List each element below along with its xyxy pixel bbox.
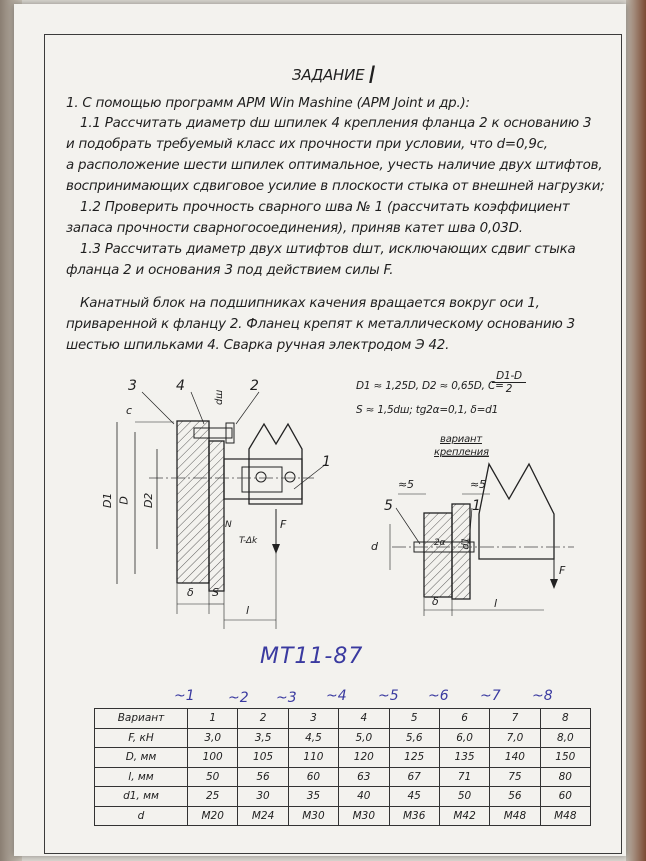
table-cell: M30 bbox=[339, 806, 389, 826]
table-cell: 80 bbox=[540, 767, 590, 787]
table-cell: 75 bbox=[490, 767, 540, 787]
label-D2: D2 bbox=[142, 492, 156, 509]
fraction-numerator: D1-D bbox=[492, 370, 526, 383]
label-N: N bbox=[225, 520, 232, 530]
table-cell: 63 bbox=[339, 767, 389, 787]
label-part-1: 1 bbox=[322, 454, 331, 470]
formula-text-1: D1 ≈ 1,25D, D2 ≈ 0,65D, C= bbox=[356, 380, 504, 392]
description-line-1: Канатный блок на подшипниках качения вращается вокруг оси 1, bbox=[80, 296, 540, 311]
table-cell: 50 bbox=[188, 767, 238, 787]
task-line-2: 1.1 Рассчитать диаметр dш шпилек 4 крепления фланца 2 к основанию 3 bbox=[80, 116, 592, 131]
table-cell: 4 bbox=[339, 709, 389, 729]
table-cell: 6 bbox=[439, 709, 489, 729]
label-part-5: 5 bbox=[384, 498, 393, 514]
table-cell: 1 bbox=[188, 709, 238, 729]
table-cell: 3 bbox=[288, 709, 338, 729]
table-row bbox=[95, 787, 591, 807]
task-line-7: запаса прочности сварногосоединения), приняв катет шва 0,03D. bbox=[66, 221, 523, 236]
axle-part-1 bbox=[224, 459, 302, 499]
label-c: c bbox=[126, 404, 132, 417]
right-background bbox=[626, 0, 646, 861]
table-cell: 7,0 bbox=[490, 728, 540, 748]
table-cell: 8,0 bbox=[540, 728, 590, 748]
task-line-6: 1.2 Проверить прочность сварного шва № 1 (рассчитать коэффициент bbox=[80, 200, 570, 215]
table-cell: 56 bbox=[238, 767, 288, 787]
table-cell: M42 bbox=[439, 806, 489, 826]
label-part-2: 2 bbox=[250, 378, 259, 394]
table-cell: 135 bbox=[439, 748, 489, 768]
label-force-F: F bbox=[280, 518, 287, 531]
table-cell: 30 bbox=[238, 787, 288, 807]
table-cell: 3,0 bbox=[188, 728, 238, 748]
table-cell: M48 bbox=[540, 806, 590, 826]
variant-base bbox=[424, 513, 452, 597]
base-part-3 bbox=[177, 421, 209, 583]
table-cell: 60 bbox=[540, 787, 590, 807]
handwritten-mark-5: ~5 bbox=[378, 688, 399, 704]
table-cell: 56 bbox=[490, 787, 540, 807]
table-cell: l, мм bbox=[95, 767, 188, 787]
table-cell: 5 bbox=[389, 709, 439, 729]
table-cell: 67 bbox=[389, 767, 439, 787]
table-cell: 125 bbox=[389, 748, 439, 768]
table-row bbox=[95, 767, 591, 787]
label-part-4: 4 bbox=[176, 378, 185, 394]
label-l: l bbox=[246, 604, 249, 617]
table-cell: 7 bbox=[490, 709, 540, 729]
task-line-1: 1. С помощью программ APM Win Mashine (APM Joint и др.): bbox=[66, 96, 470, 111]
table-cell: M24 bbox=[238, 806, 288, 826]
handwritten-mark-4: ~4 bbox=[326, 688, 347, 704]
table-cell: 40 bbox=[339, 787, 389, 807]
table-cell: 60 bbox=[288, 767, 338, 787]
table-cell: 4,5 bbox=[288, 728, 338, 748]
table-cell: 2 bbox=[238, 709, 288, 729]
label-variant-part-1: 1 bbox=[472, 498, 481, 514]
table-row bbox=[95, 806, 591, 826]
table-cell: 150 bbox=[540, 748, 590, 768]
label-S: S bbox=[212, 586, 219, 599]
label-d: d bbox=[371, 540, 378, 553]
label-2alpha: 2α bbox=[434, 538, 446, 548]
label-approx5-left: ≈5 bbox=[398, 478, 414, 491]
table-cell: 50 bbox=[439, 787, 489, 807]
table-row bbox=[95, 748, 591, 768]
variants-table bbox=[94, 708, 591, 826]
table-cell: M48 bbox=[490, 806, 540, 826]
table-cell: 71 bbox=[439, 767, 489, 787]
label-variant-force-F: F bbox=[559, 564, 566, 577]
table-cell: 6,0 bbox=[439, 728, 489, 748]
task-line-5: воспринимающих сдвиговое усилие в плоскости стыка от внешней нагрузки; bbox=[66, 179, 605, 194]
table-cell: 8 bbox=[540, 709, 590, 729]
handwritten-mark-6: ~6 bbox=[428, 688, 449, 704]
table-cell: 110 bbox=[288, 748, 338, 768]
title-text: ЗАДАНИЕ bbox=[292, 66, 365, 84]
title-roman-numeral: I bbox=[368, 61, 376, 89]
label-part-3: 3 bbox=[128, 378, 137, 394]
description-line-3: шестью шпильками 4. Сварка ручная электродом Э 42. bbox=[66, 338, 450, 353]
task-line-3: и подобрать требуемый класс их прочности при условии, что d=0,9c, bbox=[66, 137, 548, 152]
formula-line-2: S ≈ 1,5dш; tg2α=0,1, δ=d1 bbox=[356, 404, 499, 416]
table-cell: F, кН bbox=[95, 728, 188, 748]
handwritten-code: МТ11-87 bbox=[260, 644, 364, 669]
table-cell: M20 bbox=[188, 806, 238, 826]
label-d1: d1 bbox=[460, 537, 472, 550]
handwritten-mark-3: ~3 bbox=[276, 690, 297, 706]
handwritten-mark-1: ~1 bbox=[174, 688, 195, 704]
table-cell: 5,6 bbox=[389, 728, 439, 748]
table-cell: 120 bbox=[339, 748, 389, 768]
table-cell: d1, мм bbox=[95, 787, 188, 807]
label-variant-delta: δ bbox=[432, 595, 439, 608]
variant-label-line1: вариант bbox=[440, 434, 482, 445]
flange-part-2 bbox=[209, 441, 224, 591]
table-cell: 3,5 bbox=[238, 728, 288, 748]
table-cell: Вариант bbox=[95, 709, 188, 729]
table-cell: d bbox=[95, 806, 188, 826]
table-cell: 35 bbox=[288, 787, 338, 807]
variant-pulley bbox=[479, 464, 554, 559]
table-cell: M36 bbox=[389, 806, 439, 826]
label-approx5-right: ≈5 bbox=[470, 478, 486, 491]
handwritten-mark-2: ~2 bbox=[228, 690, 249, 706]
table-cell: 5,0 bbox=[339, 728, 389, 748]
table-row bbox=[95, 728, 591, 748]
task-line-4: а расположение шести шпилек оптимальное, учесть наличие двух штифтов, bbox=[66, 158, 603, 173]
table-header-row bbox=[95, 709, 591, 729]
table-cell: M30 bbox=[288, 806, 338, 826]
task-line-8: 1.3 Рассчитать диаметр двух штифтов dшт, исключающих сдвиг стыка bbox=[80, 242, 576, 257]
fraction-denominator: 2 bbox=[505, 383, 513, 395]
table-cell: 140 bbox=[490, 748, 540, 768]
assignment-sheet bbox=[14, 4, 626, 856]
handwritten-mark-8: ~8 bbox=[532, 688, 553, 704]
label-D: D bbox=[117, 496, 131, 505]
table-cell: 100 bbox=[188, 748, 238, 768]
table-cell: 45 bbox=[389, 787, 439, 807]
label-T-dk: T-Δk bbox=[239, 536, 258, 546]
description-line-2: приваренной к фланцу 2. Фланец крепят к металлическому основанию 3 bbox=[66, 317, 575, 332]
label-dsh: dш bbox=[214, 389, 226, 406]
table-cell: D, мм bbox=[95, 748, 188, 768]
label-delta: δ bbox=[187, 586, 194, 599]
label-D1: D1 bbox=[101, 492, 115, 509]
handwritten-mark-7: ~7 bbox=[480, 688, 501, 704]
task-line-9: фланца 2 и основания 3 под действием силы F. bbox=[66, 263, 394, 278]
table-cell: 25 bbox=[188, 787, 238, 807]
label-variant-l: l bbox=[494, 597, 497, 610]
variant-label-line2: крепления bbox=[434, 447, 489, 458]
table-cell: 105 bbox=[238, 748, 288, 768]
